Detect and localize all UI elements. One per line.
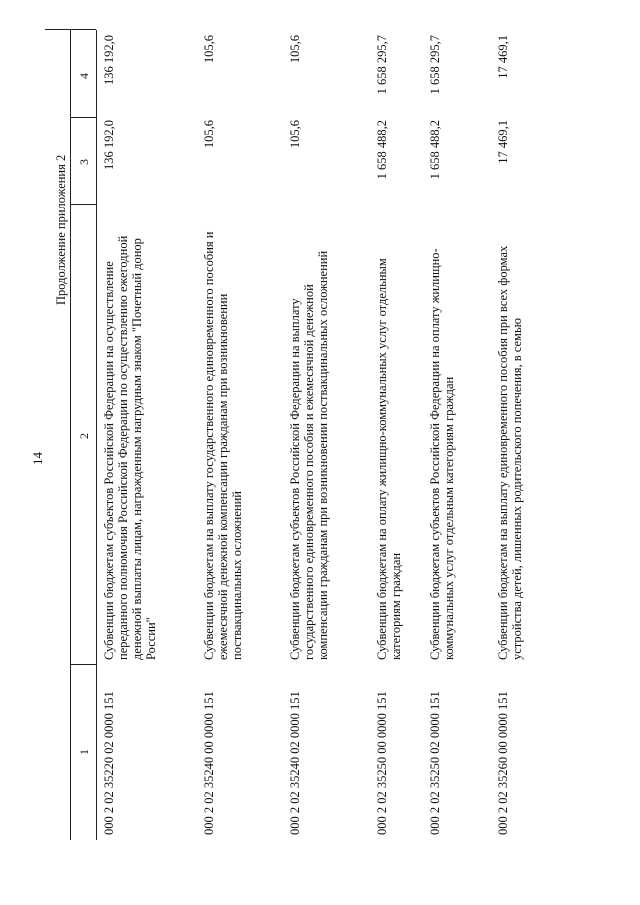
row-value-3: 136 192,0 <box>102 120 116 170</box>
column-number-4: 4 <box>77 73 91 79</box>
header-bottom-border <box>96 30 97 840</box>
row-code: 000 2 02 35260 00 0000 151 <box>496 691 510 835</box>
row-description: Субвенции бюджетам на выплату государственного единовременного пособия и ежемесячной денежной компенсации гражданам при возникновении поствакцинальных осложнений <box>202 231 244 660</box>
header-divider-right <box>45 29 96 30</box>
row-code: 000 2 02 35220 02 0000 151 <box>102 691 116 835</box>
row-description: Субвенции бюджетам субъектов Российской Федерации на выплату государственного единовременного пособия и ежемесячной денежной компенсации гражданам при возникновении поствакцинальных осложнений <box>288 250 330 660</box>
row-code: 000 2 02 35240 02 0000 151 <box>288 691 302 835</box>
row-value-4: 1 658 295,7 <box>375 35 389 95</box>
row-code: 000 2 02 35250 00 0000 151 <box>375 691 389 835</box>
row-description: Субвенции бюджетам субъектов Российской Федерации на осуществление переданного полномочия Российской Федерации по осуществлению ежегодной денежной выплаты лицам, награжденным нагрудным знаком "Почетный донор России" <box>102 235 158 660</box>
header-divider-2 <box>70 204 96 205</box>
header-divider-1 <box>70 664 96 665</box>
column-number-1: 1 <box>77 749 91 755</box>
row-value-3: 1 658 488,2 <box>428 120 442 180</box>
row-value-4: 105,6 <box>288 35 302 64</box>
row-code: 000 2 02 35240 00 0000 151 <box>202 691 216 835</box>
row-value-4: 17 469,1 <box>496 35 510 79</box>
row-value-3: 105,6 <box>202 120 216 149</box>
row-value-4: 136 192,0 <box>102 35 116 85</box>
row-value-4: 1 658 295,7 <box>428 35 442 95</box>
row-code: 000 2 02 35250 02 0000 151 <box>428 691 442 835</box>
row-value-3: 105,6 <box>288 120 302 149</box>
row-description: Субвенции бюджетам на выплату единовременного пособия при всех формах устройства детей, лишенных родительского попечения, в семью <box>496 245 524 660</box>
row-value-3: 17 469,1 <box>496 120 510 164</box>
row-value-3: 1 658 488,2 <box>375 120 389 180</box>
page-number: 14 <box>30 452 45 465</box>
column-number-2: 2 <box>77 433 91 439</box>
header-divider-3 <box>70 117 96 118</box>
row-value-4: 105,6 <box>202 35 216 64</box>
row-description: Субвенции бюджетам на оплату жилищно-коммунальных услуг отдельным категориям граждан <box>375 258 403 660</box>
table-top-border <box>70 30 71 840</box>
column-number-3: 3 <box>77 159 91 165</box>
continuation-label: Продолжение приложения 2 <box>54 154 68 305</box>
row-description: Субвенции бюджетам субъектов Российской Федерации на оплату жилищно-коммунальных услуг отдельным категориям граждан <box>428 248 456 660</box>
